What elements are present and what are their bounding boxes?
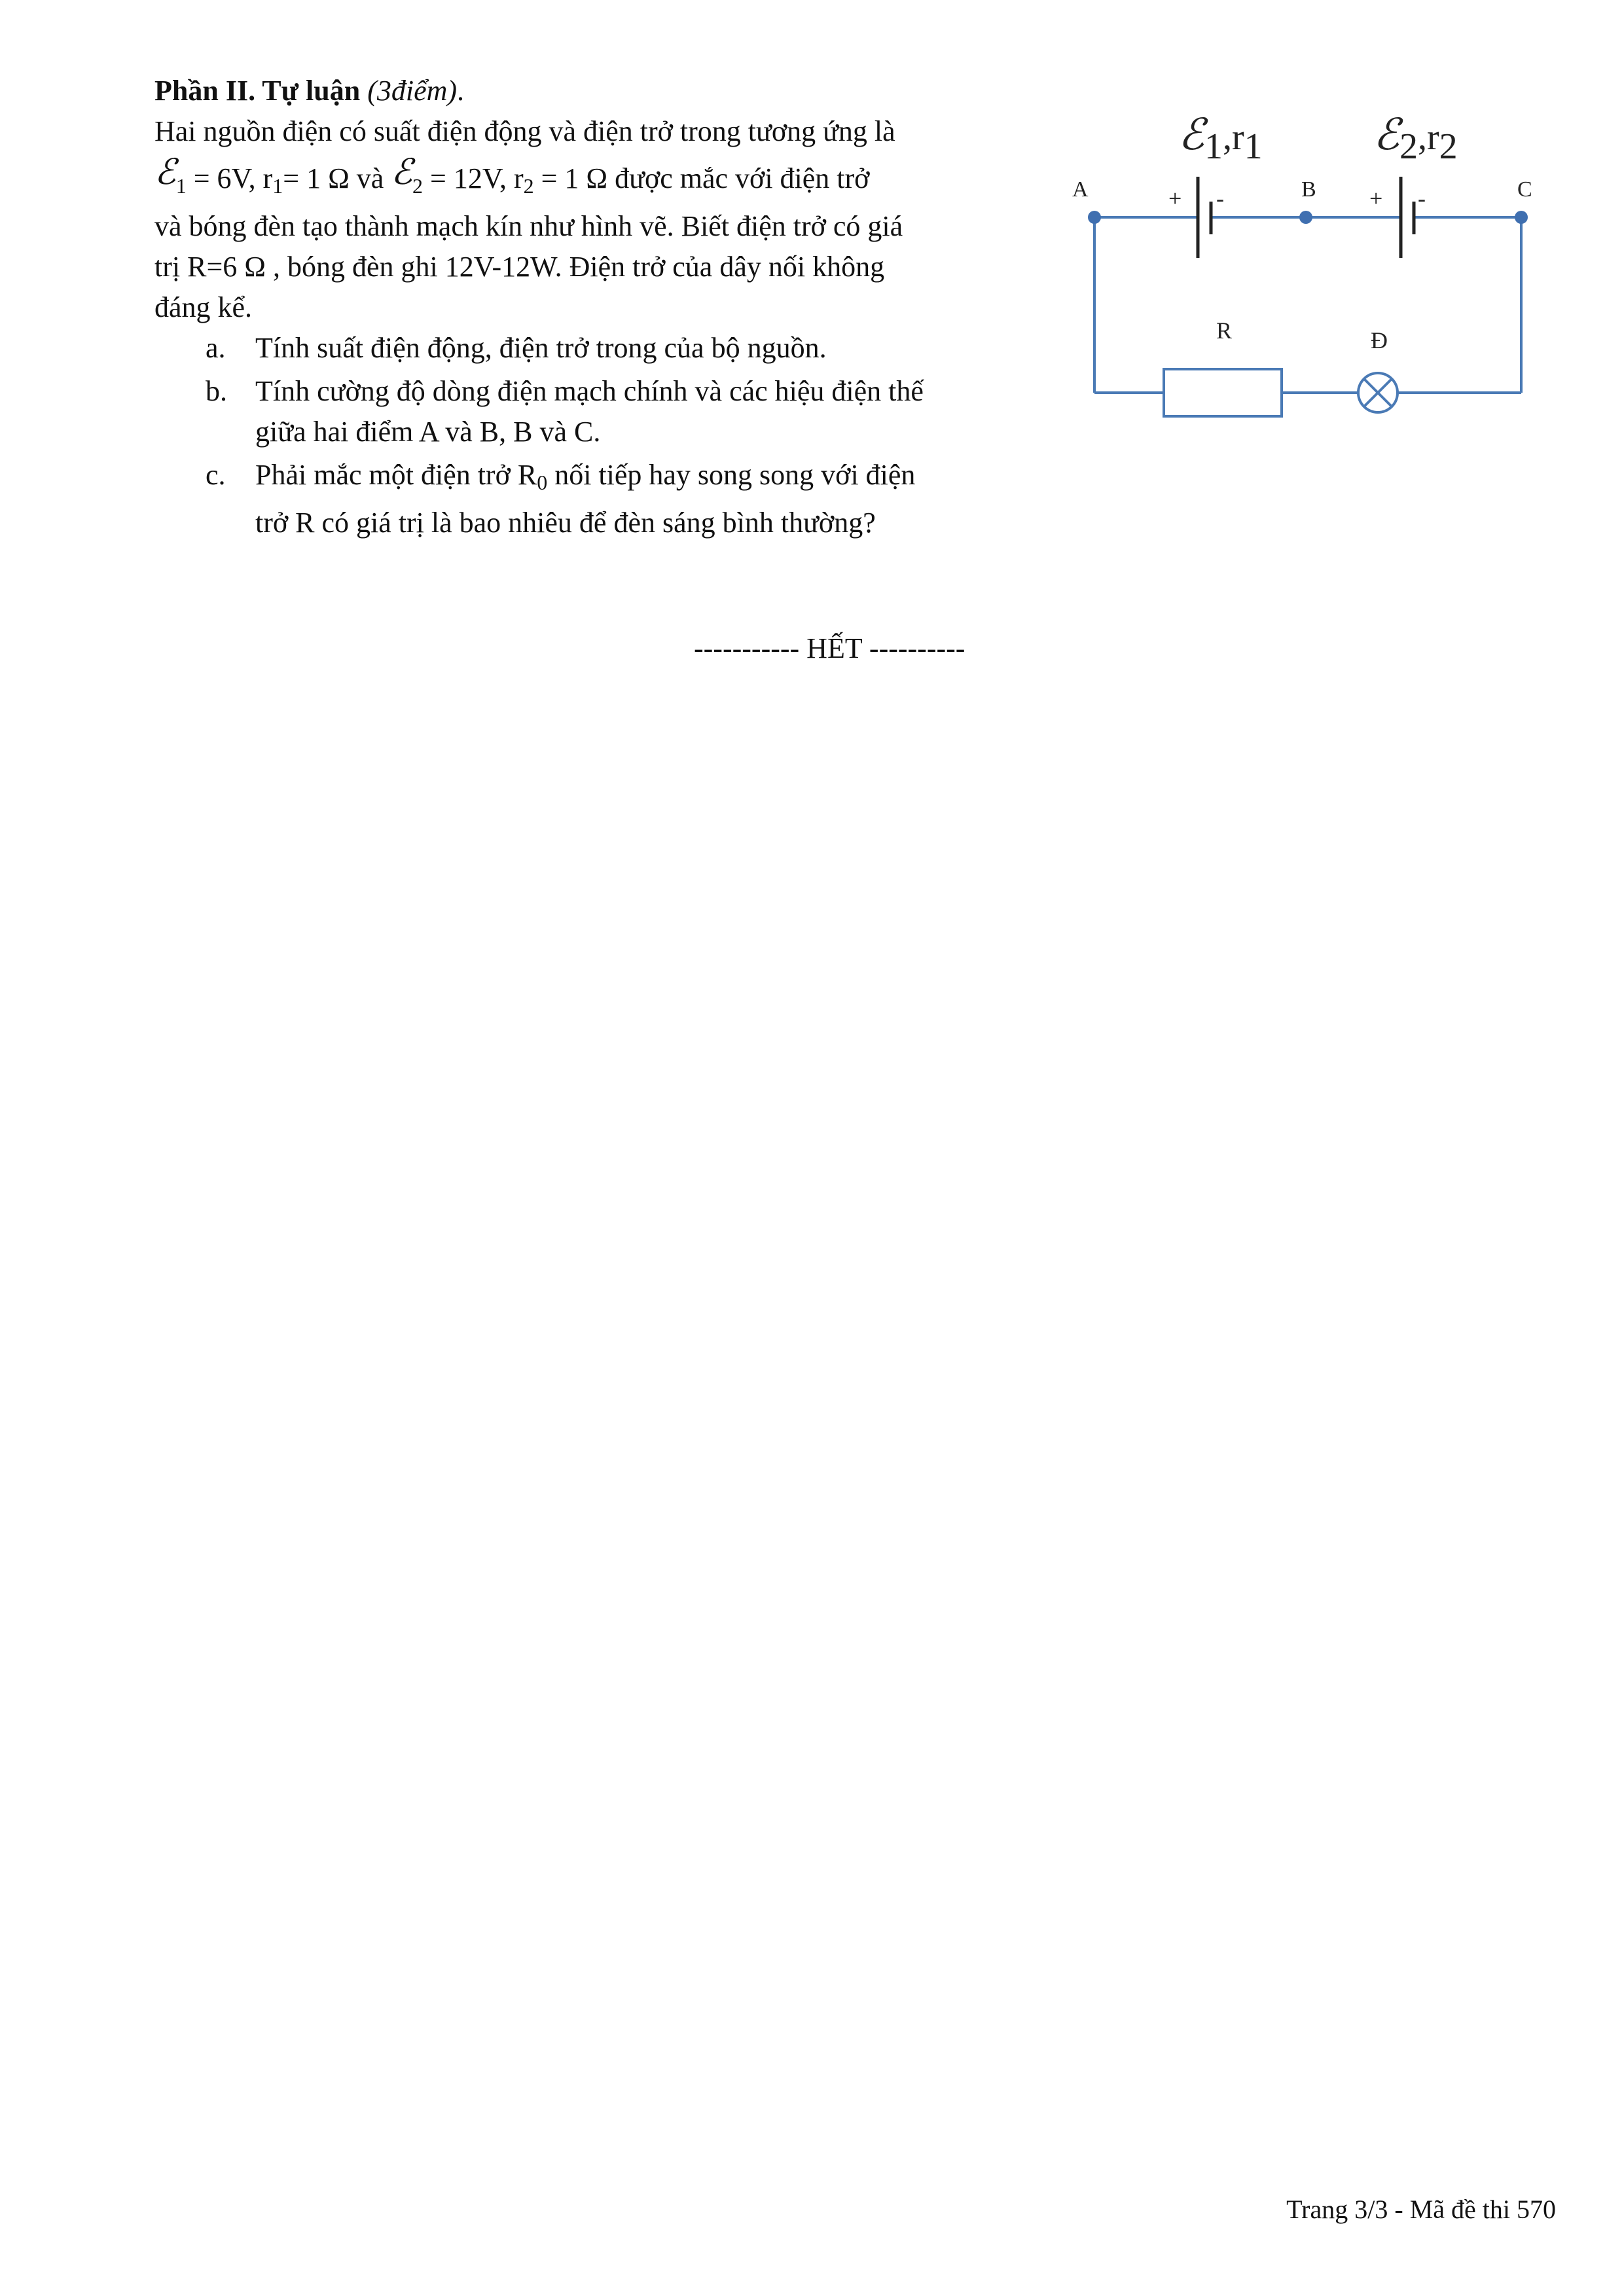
node-c — [1515, 211, 1528, 224]
question-a-text: Tính suất điện động, điện trở trong của bộ nguồn. — [255, 332, 827, 364]
source2-plus: + — [1369, 185, 1383, 211]
problem-line-1: Hai nguồn điện có suất điện động và điện trở trong tương ứng là — [154, 115, 895, 147]
problem-line-4: trị R=6 Ω , bóng đèn ghi 12V-12W. Điện trở của dây nối không — [154, 251, 885, 283]
source2-sep: , — [1417, 117, 1427, 158]
lamp-label: Đ — [1371, 327, 1388, 353]
problem-line-2-part-c: = 12V, r — [423, 162, 524, 194]
source1-r: r — [1231, 117, 1244, 158]
source1-sep: , — [1222, 117, 1232, 158]
section-points: (3điểm) — [367, 75, 458, 107]
resistor-label: R — [1216, 317, 1233, 344]
question-a-letter: a. — [206, 332, 226, 364]
question-c-text-line-2: trở R có giá trị là bao nhiêu để đèn sáng bình thường? — [255, 507, 876, 539]
problem-line-2 — [154, 151, 1025, 206]
question-c-letter: c. — [206, 459, 226, 491]
problem-text — [154, 71, 1025, 543]
node-b — [1299, 211, 1312, 224]
emf2-subscript: 2 — [412, 174, 424, 198]
source1-emf-sub: 1 — [1204, 126, 1223, 167]
r0-subscript: 0 — [537, 471, 548, 494]
source2-r: r — [1426, 117, 1439, 158]
emf1-symbol: ℰ — [154, 151, 176, 192]
source2-emf-sub: 2 — [1399, 126, 1418, 167]
source1-minus: - — [1216, 185, 1224, 211]
question-b — [154, 371, 1025, 412]
node-a-label: A — [1072, 177, 1089, 202]
circuit-diagram — [1067, 105, 1571, 445]
problem-line-3: và bóng đèn tạo thành mạch kín như hình vẽ. Biết điện trở có giá — [154, 210, 903, 242]
node-b-label: B — [1301, 177, 1316, 202]
source1-r-sub: 1 — [1244, 126, 1263, 167]
source2-minus: - — [1418, 185, 1426, 211]
source1-label — [1178, 109, 1263, 167]
source2-label — [1373, 109, 1458, 167]
page-footer: Trang 3/3 - Mã đề thi 570 — [1286, 2195, 1556, 2224]
node-a — [1088, 211, 1101, 224]
emf1-subscript: 1 — [175, 174, 187, 198]
section-heading — [154, 71, 1025, 111]
problem-line-2-part-d: = 1 Ω được mắc với điện trở — [533, 162, 870, 194]
emf2-symbol: ℰ — [391, 151, 413, 192]
end-mark: ----------- HẾT ---------- — [694, 632, 965, 664]
section-title: Phần II. Tự luận — [154, 75, 361, 107]
question-c-text-pre: Phải mắc một điện trở R — [255, 459, 537, 491]
r2-subscript: 2 — [523, 174, 534, 198]
question-a — [154, 328, 1025, 368]
source1-plus: + — [1168, 185, 1182, 211]
node-c-label: C — [1517, 177, 1532, 202]
r1-subscript: 1 — [272, 174, 283, 198]
source2-emf-symbol: ℰ — [1373, 109, 1399, 160]
resistor — [1164, 369, 1282, 416]
question-c — [154, 455, 1025, 503]
source2-r-sub: 2 — [1439, 126, 1458, 167]
problem-line-2-part-a: = 6V, r — [186, 162, 273, 194]
section-period: . — [457, 75, 465, 107]
question-c-text-post: nối tiếp hay song song với điện — [547, 459, 916, 491]
question-b-letter: b. — [206, 375, 227, 407]
problem-line-5: đáng kể. — [154, 291, 253, 323]
question-b-text-line-2: giữa hai điểm A và B, B và C. — [255, 416, 601, 448]
source1-emf-symbol: ℰ — [1178, 109, 1204, 160]
problem-line-2-part-b: = 1 Ω và — [283, 162, 391, 194]
question-b-text-line-1: Tính cường độ dòng điện mạch chính và các hiệu điện thế — [255, 375, 924, 407]
